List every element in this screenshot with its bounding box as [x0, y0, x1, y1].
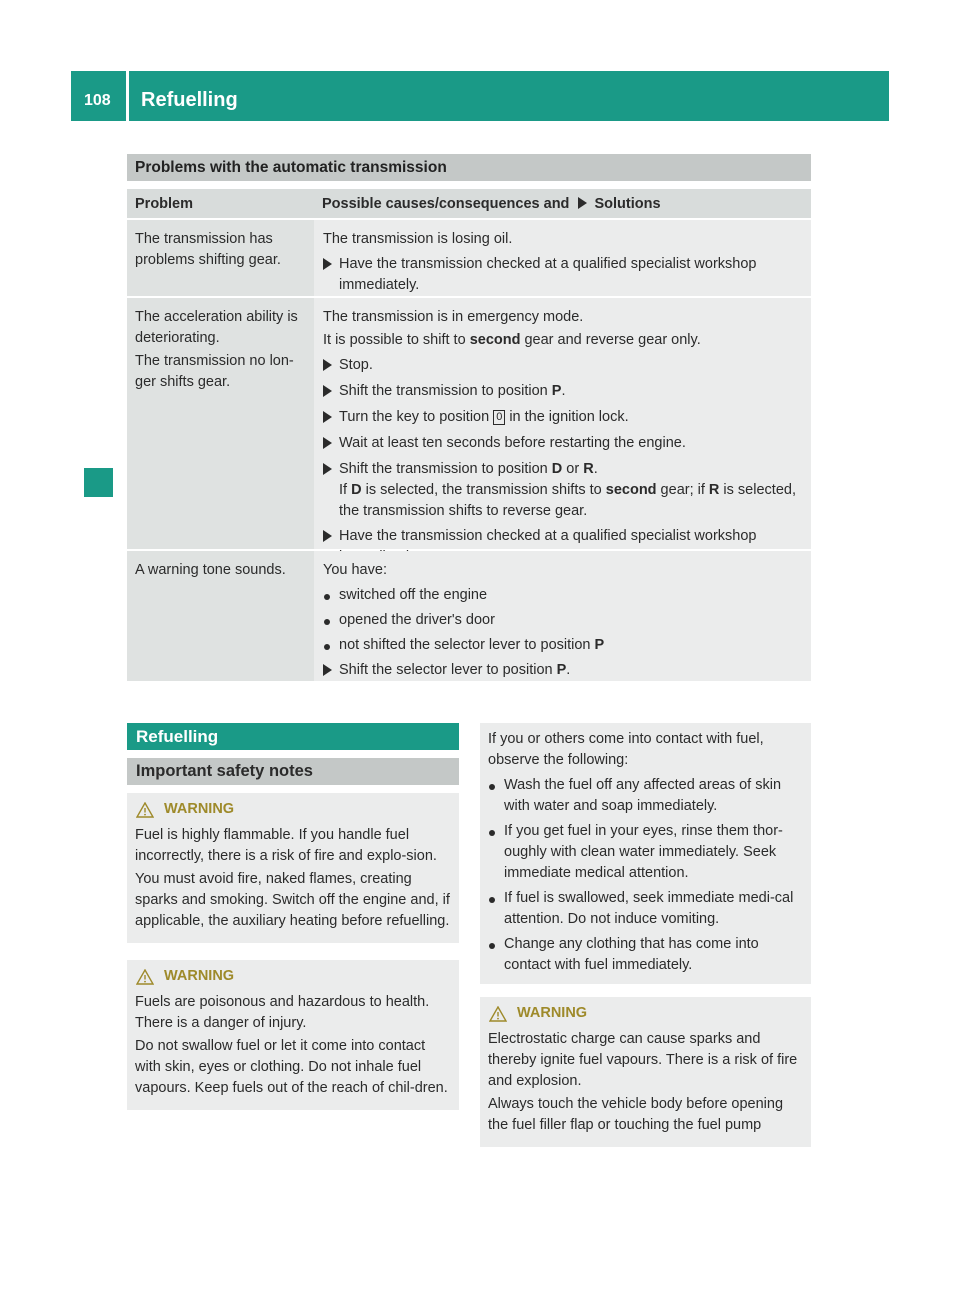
bullet-icon — [489, 897, 495, 903]
page-title: Refuelling — [141, 89, 238, 111]
transmission-problems-table — [127, 154, 811, 683]
action-step: Shift the transmission to position D or R. If D is selected, the transmission shifts to second gear; if R is selected, the transmission shifts to reverse gear. — [323, 459, 801, 522]
warning-title: WARNING — [135, 799, 451, 820]
chapter-side-tab — [71, 121, 126, 529]
warning-triangle-icon — [136, 802, 154, 818]
table-title: Problems with the automatic transmission — [127, 154, 811, 181]
bullet-icon — [489, 784, 495, 790]
table-row — [127, 220, 811, 298]
action-step: Wait at least ten seconds before restarting the engine. — [323, 433, 801, 455]
action-step: Shift the selector lever to position P. — [323, 660, 801, 682]
table-header — [127, 189, 811, 220]
solution-cell: The transmission is losing oil. Have the transmission checked at a qualified specialist workshop immediately. — [314, 220, 811, 296]
action-step: Stop. — [323, 355, 801, 377]
action-arrow-icon — [323, 385, 332, 397]
action-step: Shift the transmission to position P. — [323, 381, 801, 403]
problem-cell: The acceleration ability is deteriorating. The transmission no lon-ger shifts gear. — [127, 298, 314, 549]
warning-triangle-icon — [136, 969, 154, 985]
chapter-marker — [84, 468, 113, 497]
page-header — [71, 71, 889, 121]
problem-cell: A warning tone sounds. — [127, 551, 314, 681]
table-row — [127, 298, 811, 551]
key-position-icon: 0 — [493, 410, 505, 425]
list-item: opened the driver's door — [323, 610, 801, 631]
action-arrow-icon — [578, 197, 587, 209]
action-arrow-icon — [323, 530, 332, 542]
action-arrow-icon — [323, 437, 332, 449]
action-step: Have the transmission checked at a qualified specialist workshop immediately. — [323, 254, 801, 296]
section-heading: Refuelling — [127, 723, 459, 750]
action-arrow-icon — [323, 258, 332, 270]
page-number: 108 — [84, 92, 111, 109]
header-solutions: Possible causes/consequences and Solutions — [322, 196, 661, 212]
action-step: Turn the key to position 0 in the ignition lock. — [323, 407, 801, 429]
bullet-icon — [324, 619, 330, 625]
bullet-icon — [324, 644, 330, 650]
bullet-icon — [489, 830, 495, 836]
list-item: Change any clothing that has come into contact with fuel immediately. — [488, 934, 803, 976]
list-item: not shifted the selector lever to position P — [323, 635, 801, 656]
subsection-heading: Important safety notes — [127, 758, 459, 785]
refuelling-right-column — [480, 723, 811, 1147]
warning-triangle-icon — [489, 1006, 507, 1022]
warning-title: WARNING — [488, 1003, 803, 1024]
fuel-contact-box: If you or others come into contact with fuel, observe the following: Wash the fuel off any affected areas of skin with water and soap immediately. If you get fuel in your eyes, rinse them thor-oughly with clean water immediately. Seek immediate medical attention. If fuel is swallowed, seek immediate medi-cal attention. Do not induce vomiting. Change any clothing that has come into contact with fuel immediately. — [480, 723, 811, 984]
action-arrow-icon — [323, 411, 332, 423]
list-item: If fuel is swallowed, seek immediate medi-cal attention. Do not induce vomiting. — [488, 888, 803, 930]
action-step: Have the transmission checked at a qualified specialist workshop — [323, 526, 801, 568]
warning-box: WARNING Fuels are poisonous and hazardous to health. There is a danger of injury. Do not swallow fuel or let it come into contact with skin, eyes or clothing. Do not inhale fuel vapours. Keep fuels out of the reach of chil-dren. — [127, 960, 459, 1110]
header-divider — [126, 71, 129, 121]
bullet-icon — [489, 943, 495, 949]
bullet-icon — [324, 594, 330, 600]
warning-title: WARNING — [135, 966, 451, 987]
header-problem: Problem — [135, 196, 194, 212]
warning-box: WARNING Fuel is highly flammable. If you handle fuel incorrectly, there is a risk of fire and explo-sion. You must avoid fire, naked flames, creating sparks and smoking. Switch off the engine and, if applicable, the auxiliary heating before refuelling. — [127, 793, 459, 943]
list-item: switched off the engine — [323, 585, 801, 606]
solution-cell: The transmission is in emergency mode. It is possible to shift to second gear and reverse gear only. Stop. Shift the transmission to position P. Turn the key to position 0 in the ignition lock. Wait at least ten seconds before restarting the engine. Shift the transmission to position D or R. If D is selected, the transmission shifts to second gear; if R is selected, the transmission shifts to reverse gear. Have the transmission checked at a qualified specialist workshop — [314, 298, 811, 549]
list-item: Wash the fuel off any affected areas of skin with water and soap immediately. — [488, 775, 803, 817]
action-arrow-icon — [323, 359, 332, 371]
action-arrow-icon — [323, 463, 332, 475]
list-item: If you get fuel in your eyes, rinse them thor-oughly with clean water immediately. Seek immediate medical attention. — [488, 821, 803, 884]
warning-box: WARNING Electrostatic charge can cause sparks and thereby ignite fuel vapours. There is a risk of fire and explosion. Always touch the vehicle body before opening the fuel filler flap or touching the fuel pump — [480, 997, 811, 1147]
action-arrow-icon — [323, 664, 332, 676]
problem-cell: The transmission has problems shifting gear. — [127, 220, 314, 296]
table-row — [127, 551, 811, 683]
refuelling-left-column — [127, 723, 459, 1110]
solution-cell: You have: switched off the engine opened the driver's door not shifted the selector lever to position P Shift the selector lever to position P. — [314, 551, 811, 681]
